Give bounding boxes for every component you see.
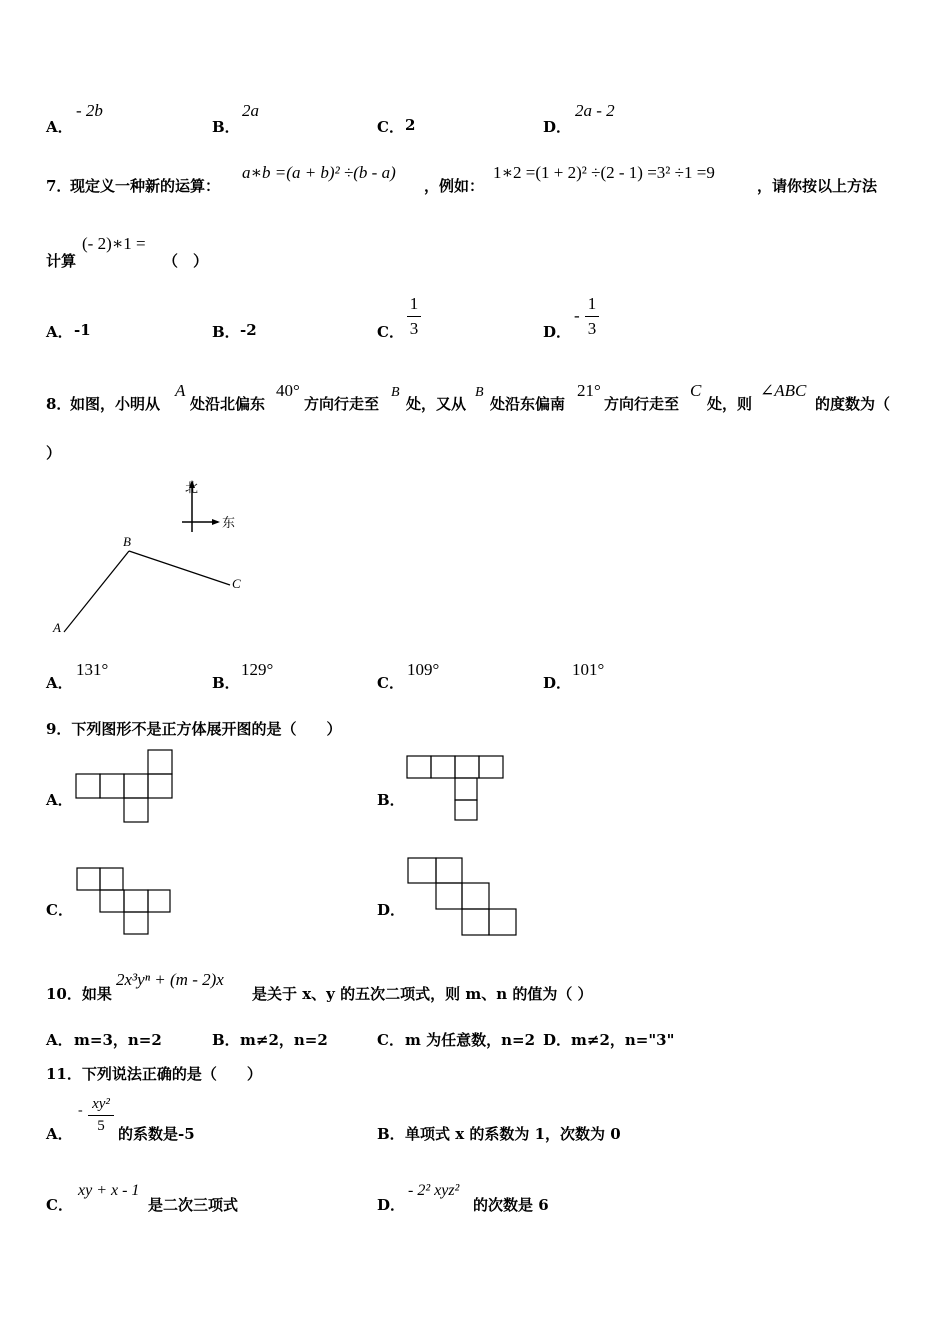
q7-intro: 现定义一种新的运算： xyxy=(70,177,221,195)
east-arrow-icon xyxy=(212,519,220,525)
q9-option-c-net xyxy=(75,866,175,938)
q8-option-d-label: D． xyxy=(543,674,572,692)
segment-ab xyxy=(64,551,129,632)
q7-number: 7． xyxy=(46,177,72,195)
q8-option-b-value: 129° xyxy=(241,660,274,679)
figure-point-b: B xyxy=(123,534,131,549)
q8-text-6: 方向行走至 xyxy=(604,395,680,413)
q6-option-d-value: 2a - 2 xyxy=(575,101,615,120)
q8-point-b: B xyxy=(391,385,400,400)
q11-option-c-text: 是二次三项式 xyxy=(148,1196,239,1214)
q11-option-c-label: C． xyxy=(46,1196,73,1214)
east-label: 东 xyxy=(222,515,236,530)
q7-option-c-numerator: 1 xyxy=(409,294,419,313)
q7-option-a-label: A． xyxy=(46,323,73,341)
figure-point-a: A xyxy=(53,620,61,635)
q7-option-d-fraction xyxy=(585,294,599,339)
q7-option-d-label: D． xyxy=(543,323,572,341)
q9-option-b-label: B． xyxy=(377,791,405,809)
q11-option-a-denominator: 5 xyxy=(97,1118,105,1134)
q8-point-c: C xyxy=(690,381,702,400)
q11-option-a-text: 的系数是-5 xyxy=(118,1125,195,1143)
q7-example: 1∗2 =(1 + 2)² ÷(2 - 1) =3² ÷1 =9 xyxy=(493,163,715,182)
q7-option-b-value: -2 xyxy=(240,321,257,339)
q6-option-d-label: D． xyxy=(543,118,572,136)
q11-option-b-label: B． xyxy=(377,1125,405,1143)
q8-text-5: 处沿东偏南 xyxy=(490,395,566,413)
q11-option-d-label: D． xyxy=(377,1196,406,1214)
q9-option-d-net xyxy=(406,856,521,938)
q6-option-b-value: 2a xyxy=(242,101,259,120)
q8-angle-name: ∠ABC xyxy=(760,381,807,400)
q8-point-b-2: B xyxy=(475,385,484,400)
q6-option-a-value: - 2b xyxy=(76,101,103,120)
q11-option-a-numerator: xy² xyxy=(92,1096,110,1112)
q7-option-d-numerator: 1 xyxy=(587,294,597,313)
q8-option-b-label: B． xyxy=(212,674,240,692)
q11-option-a-fraction xyxy=(88,1096,114,1135)
q8-text-1: 如图，小明从 xyxy=(70,395,161,413)
segment-bc xyxy=(129,551,230,585)
q7-option-d-sign: - xyxy=(574,306,580,325)
q9-option-a-net xyxy=(75,748,175,823)
q8-point-a: A xyxy=(175,381,186,400)
q11-option-a-label: A． xyxy=(46,1125,73,1143)
q9-question: 9．下列图形不是正方体展开图的是（ ） xyxy=(46,720,342,738)
q7-request: ，请你按以上方法 xyxy=(757,177,878,195)
q11-question: 11．下列说法正确的是（ ） xyxy=(46,1065,262,1083)
q7-compute-label: 计算 xyxy=(46,252,77,270)
q7-option-c-label: C． xyxy=(377,323,404,341)
q11-option-d-text: 的次数是 6 xyxy=(473,1196,549,1214)
q8-option-c-value: 109° xyxy=(407,660,440,679)
q10-option-d-label: D． xyxy=(543,1031,572,1049)
q7-compute-expr: (- 2)∗1 = xyxy=(82,234,146,253)
q8-text-2: 处沿北偏东 xyxy=(190,395,266,413)
q10-text: 是关于 x、y 的五次二项式，则 m、n 的值为（ ） xyxy=(252,985,593,1003)
q8-option-d-value: 101° xyxy=(572,660,605,679)
figure-point-c: C xyxy=(232,576,241,591)
q8-angle-1: 40° xyxy=(276,381,300,400)
q7-example-label: ，例如： xyxy=(424,177,485,195)
q6-option-c-label: C． xyxy=(377,118,404,136)
q8-option-a-label: A． xyxy=(46,674,73,692)
q8-direction-figure xyxy=(40,470,260,640)
q9-option-c-label: C． xyxy=(46,901,73,919)
q8-text-7: 处，则 xyxy=(707,395,753,413)
q7-answer-paren: （ ） xyxy=(163,252,209,270)
q8-option-a-value: 131° xyxy=(76,660,109,679)
q7-option-b-label: B． xyxy=(212,323,240,341)
q7-definition: a∗b =(a + b)² ÷(b - a) xyxy=(242,163,396,182)
q10-option-c-value: m 为任意数，n=2 xyxy=(405,1031,536,1049)
q8-option-c-label: C． xyxy=(377,674,404,692)
q9-option-b-net xyxy=(406,754,506,824)
q11-option-b-text: 单项式 x 的系数为 1，次数为 0 xyxy=(405,1125,621,1143)
q7-option-a-value: -1 xyxy=(74,321,91,339)
q8-number: 8． xyxy=(46,395,72,413)
q8-text-3: 方向行走至 xyxy=(304,395,380,413)
q9-option-a-label: A． xyxy=(46,791,73,809)
q11-option-a-sign: - xyxy=(78,1103,83,1118)
q10-option-a-label: A． xyxy=(46,1031,73,1049)
q8-text-8: 的度数为（ xyxy=(815,395,891,413)
q6-option-b-label: B． xyxy=(212,118,240,136)
q8-angle-2: 21° xyxy=(577,381,601,400)
q8-text-9: ） xyxy=(46,444,62,462)
q6-option-a-label: A． xyxy=(46,118,73,136)
q10-expression: 2x³yⁿ + (m - 2)x xyxy=(116,970,224,989)
q11-option-d-expr: - 2² xyz² xyxy=(408,1182,460,1199)
q10-option-d-value: m≠2，n="3" xyxy=(571,1031,675,1049)
q7-option-c-denominator: 3 xyxy=(409,319,419,338)
north-label: 北 xyxy=(185,480,199,495)
q10-option-a-value: m=3，n=2 xyxy=(74,1031,162,1049)
q7-option-c-fraction xyxy=(407,294,421,339)
q10-number: 10．如果 xyxy=(46,985,112,1003)
q9-option-d-label: D． xyxy=(377,901,406,919)
q11-option-c-expr: xy + x - 1 xyxy=(78,1182,140,1199)
q7-option-d-denominator: 3 xyxy=(587,319,597,338)
q10-option-b-value: m≠2，n=2 xyxy=(240,1031,328,1049)
q10-option-c-label: C． xyxy=(377,1031,404,1049)
q6-option-c-value: 2 xyxy=(405,116,416,134)
q10-option-b-label: B． xyxy=(212,1031,240,1049)
q8-text-4: 处，又从 xyxy=(406,395,467,413)
